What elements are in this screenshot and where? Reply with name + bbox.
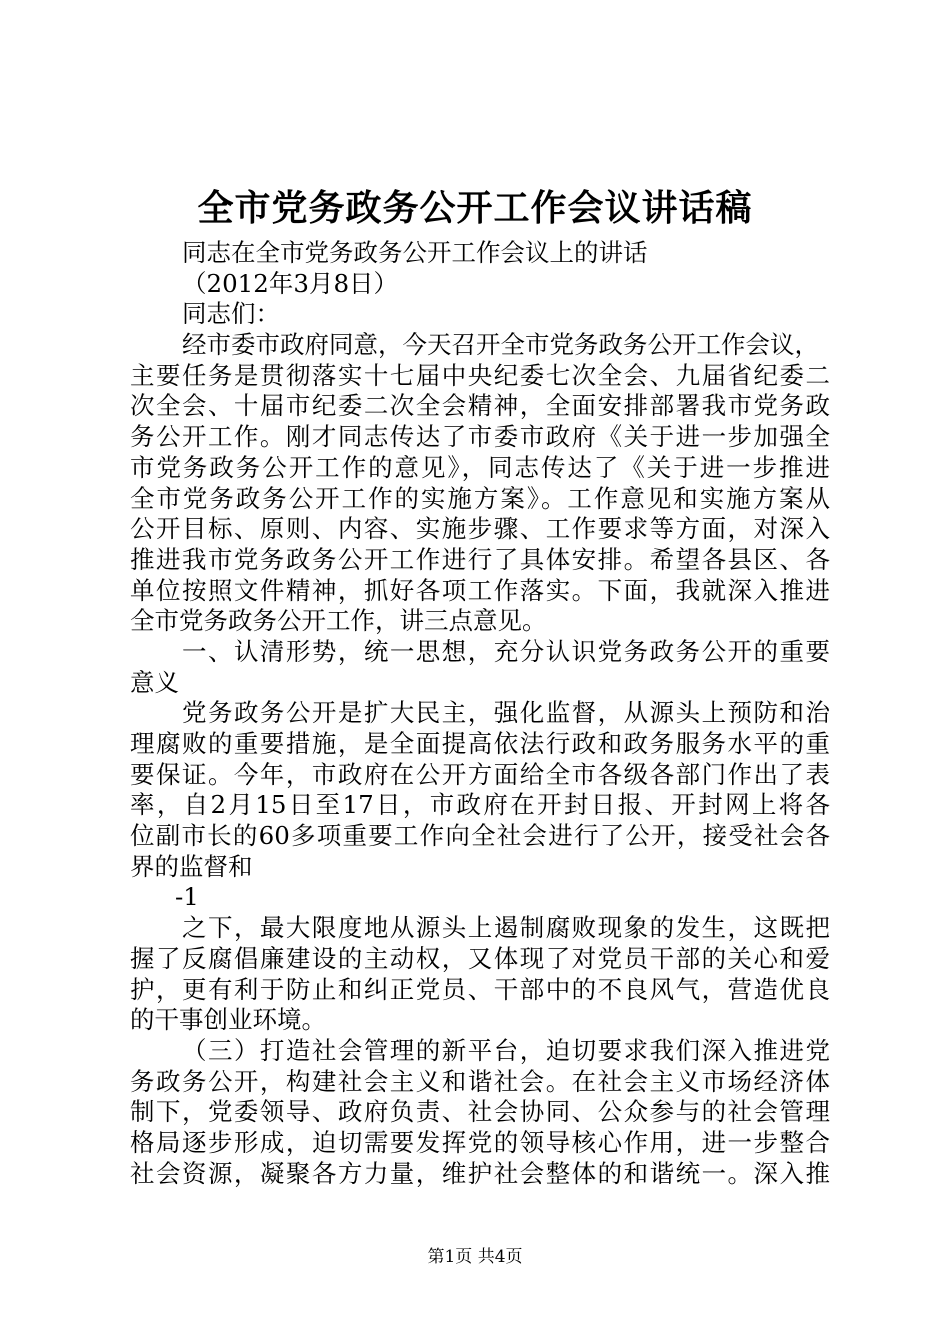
- paragraph-line: 经市委市政府同意，今天召开全市党务政务公开工作会议，: [182, 330, 819, 360]
- speech-subtitle: 同志在全市党务政务公开工作会议上的讲话: [182, 238, 648, 267]
- paragraph-line: 次全会、十届市纪委二次全会精神，全面安排部署我市党务政: [130, 391, 830, 421]
- paragraph-line: 全市党务政务公开工作，讲三点意见。: [130, 606, 547, 636]
- paragraph-line: 市党务政务公开工作的意见》，同志传达了《关于进一步推进: [130, 452, 830, 482]
- paragraph-line: 理腐败的重要措施，是全面提高依法行政和政务服务水平的重: [130, 729, 830, 758]
- paragraph-line: 务公开工作。刚才同志传达了市委市政府《关于进一步加强全: [130, 422, 830, 452]
- paragraph-line: 党务政务公开是扩大民主，强化监督，从源头上预防和治: [182, 698, 830, 728]
- paragraph-line: 率，自2月15日至17日，市政府在开封日报、开封网上将各: [130, 790, 830, 820]
- paragraph-line: 主要任务是贯彻落实十七届中央纪委七次全会、九届省纪委二: [130, 360, 830, 390]
- document-body: [130, 238, 830, 1189]
- salutation: 同志们：: [182, 299, 280, 329]
- paragraph-line: 推进我市党务政务公开工作进行了具体安排。希望各县区、各: [130, 544, 830, 574]
- speech-date: （2012年3月8日）: [182, 268, 399, 298]
- paragraph-line: 界的监督和: [130, 851, 253, 881]
- paragraph-line: 务政务公开，构建社会主义和谐社会。在社会主义市场经济体: [130, 1066, 830, 1096]
- paragraph-line: 单位按照文件精神，抓好各项工作落实。下面，我就深入推进: [130, 575, 830, 605]
- paragraph-line: 公开目标、原则、内容、实施步骤、工作要求等方面，对深入: [130, 514, 830, 544]
- paragraph-line: 的干事创业环境。: [130, 1005, 326, 1035]
- paragraph-line: 护，更有利于防止和纠正党员、干部中的不良风气，营造优良: [130, 974, 830, 1004]
- section-heading: （三）打造社会管理的新平台，迫切要求我们深入推进党: [182, 1035, 830, 1065]
- inline-page-marker: -1: [175, 882, 199, 912]
- paragraph-line: 全市党务政务公开工作的实施方案》。工作意见和实施方案从: [130, 483, 830, 513]
- paragraph-line: 格局逐步形成，迫切需要发挥党的领导核心作用，进一步整合: [130, 1127, 830, 1157]
- paragraph-line: 制下，党委领导、政府负责、社会协同、公众参与的社会管理: [130, 1097, 830, 1127]
- document-title: 全市党务政务公开工作会议讲话稿: [197, 187, 753, 229]
- page-footer: 第1页 共4页: [427, 1247, 523, 1267]
- section-heading: 一、认清形势，统一思想，充分认识党务政务公开的重要: [182, 636, 830, 666]
- paragraph-line: 之下，最大限度地从源头上遏制腐败现象的发生，这既把: [182, 913, 830, 943]
- paragraph-line: 位副市长的60多项重要工作向全社会进行了公开，接受社会各: [130, 821, 830, 851]
- section-heading: 意义: [130, 667, 179, 697]
- paragraph-line: 社会资源，凝聚各方力量，维护社会整体的和谐统一。深入推: [130, 1158, 830, 1188]
- paragraph-line: 握了反腐倡廉建设的主动权，又体现了对党员干部的关心和爱: [130, 943, 830, 973]
- paragraph-line: 要保证。今年，市政府在公开方面给全市各级各部门作出了表: [130, 759, 830, 789]
